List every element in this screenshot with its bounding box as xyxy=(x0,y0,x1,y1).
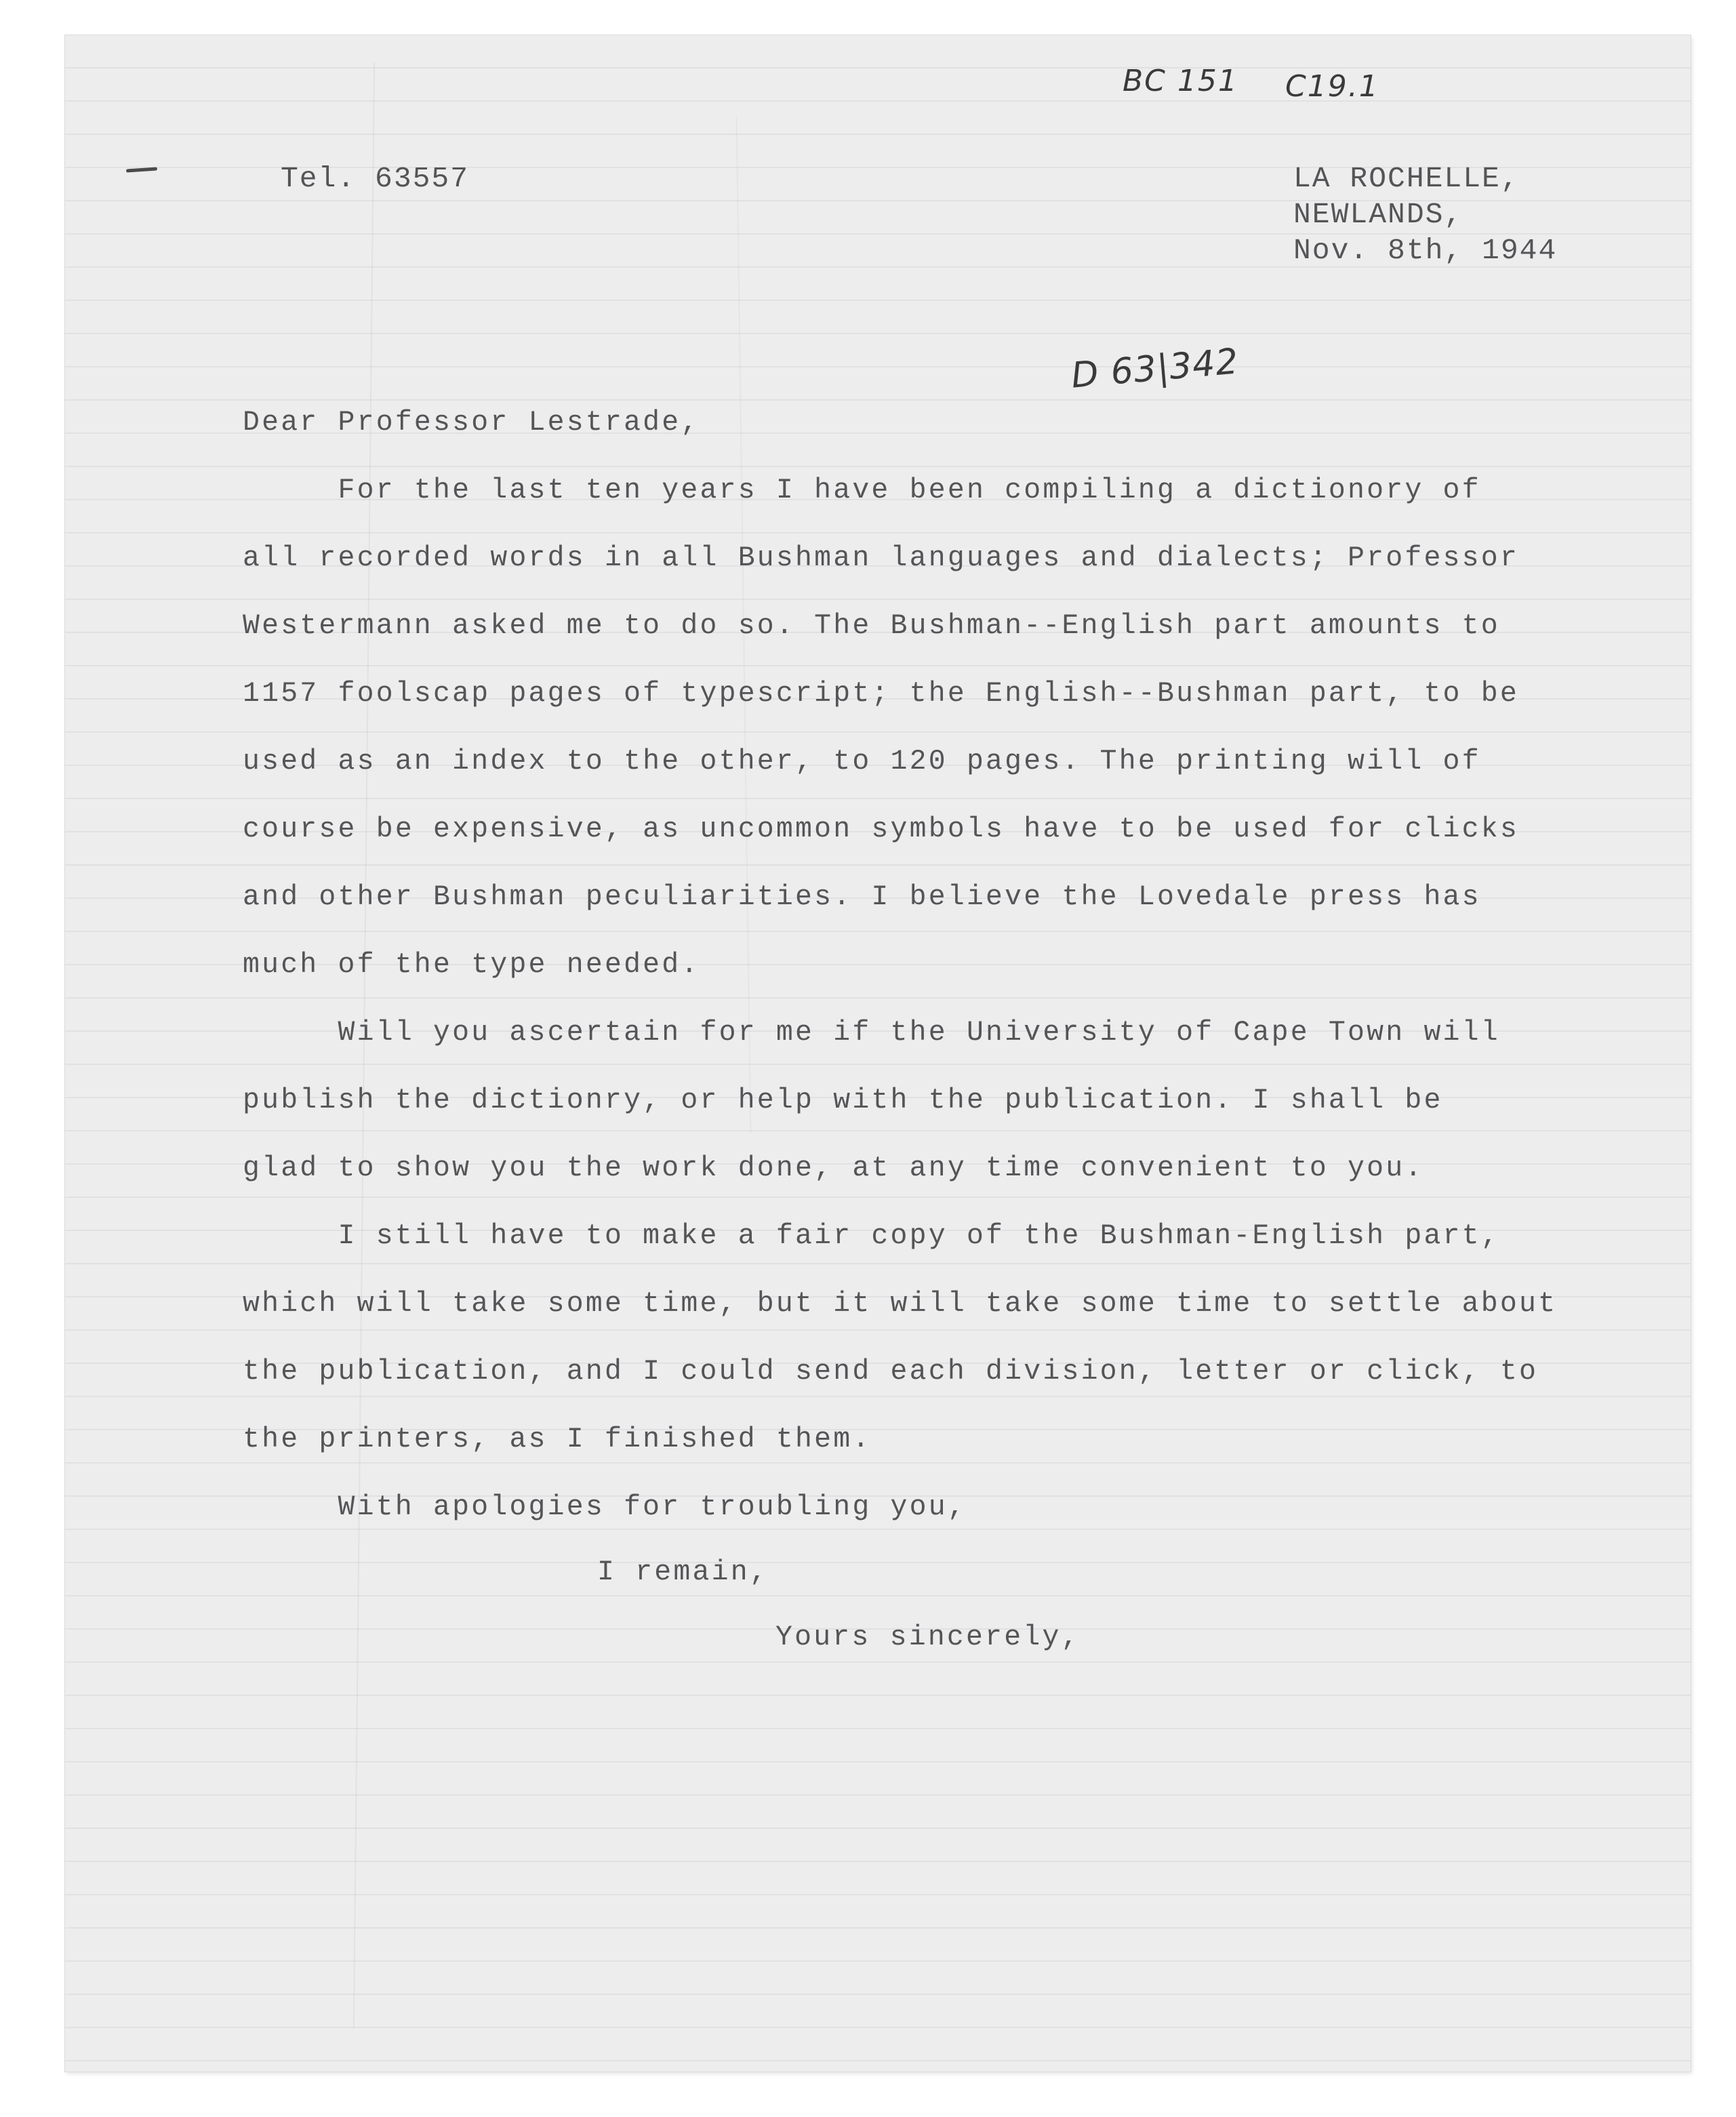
letter-line: all recorded words in all Bushman languages and dialects; Professor xyxy=(243,542,1519,574)
address-line-2: NEWLANDS, xyxy=(1293,198,1464,231)
folder-reference: C19.1 xyxy=(1285,69,1379,104)
letter-line: For the last ten years I have been compiling a dictionory of xyxy=(243,475,1481,506)
letter-line: course be expensive, as uncommon symbols have to be used for clicks xyxy=(243,813,1519,845)
letter-line: and other Bushman peculiarities. I believe the Lovedale press has xyxy=(243,881,1481,913)
letter-line: the printers, as I finished them. xyxy=(243,1424,872,1455)
letter-line: Westermann asked me to do so. The Bushman--English part amounts to xyxy=(243,610,1500,642)
letter-line: With apologies for troubling you, xyxy=(243,1491,967,1523)
letter-line: which will take some time, but it will take some time to settle about xyxy=(243,1288,1558,1320)
telephone-number: Tel. 63557 xyxy=(281,162,470,195)
letter-line: 1157 foolscap pages of typescript; the English--Bushman part, to be xyxy=(243,678,1519,710)
letter-line: Will you ascertain for me if the University of Cape Town will xyxy=(243,1017,1500,1049)
letter-line: I still have to make a fair copy of the Bushman-English part, xyxy=(243,1220,1500,1252)
letter-line: the publication, and I could send each division, letter or click, to xyxy=(243,1356,1539,1388)
catalogue-reference: BC 151 xyxy=(1123,64,1238,98)
letter-line: much of the type needed. xyxy=(243,949,700,981)
letter-line: publish the dictionry, or help with the publication. I shall be xyxy=(243,1085,1443,1116)
letter-line: glad to show you the work done, at any time convenient to you. xyxy=(243,1152,1424,1184)
address-line-1: LA ROCHELLE, xyxy=(1293,162,1520,195)
item-reference: D 63|342 xyxy=(1069,341,1240,397)
margin-pen-mark xyxy=(126,167,157,172)
letter-line: used as an index to the other, to 120 pages. The printing will of xyxy=(243,746,1481,778)
letter-sheet xyxy=(65,35,1691,2072)
closing-sincerely: Yours sincerely, xyxy=(775,1621,1081,1653)
letter-date: Nov. 8th, 1944 xyxy=(1293,234,1558,267)
salutation: Dear Professor Lestrade, xyxy=(243,407,700,439)
closing-remain: I remain, xyxy=(597,1556,769,1588)
